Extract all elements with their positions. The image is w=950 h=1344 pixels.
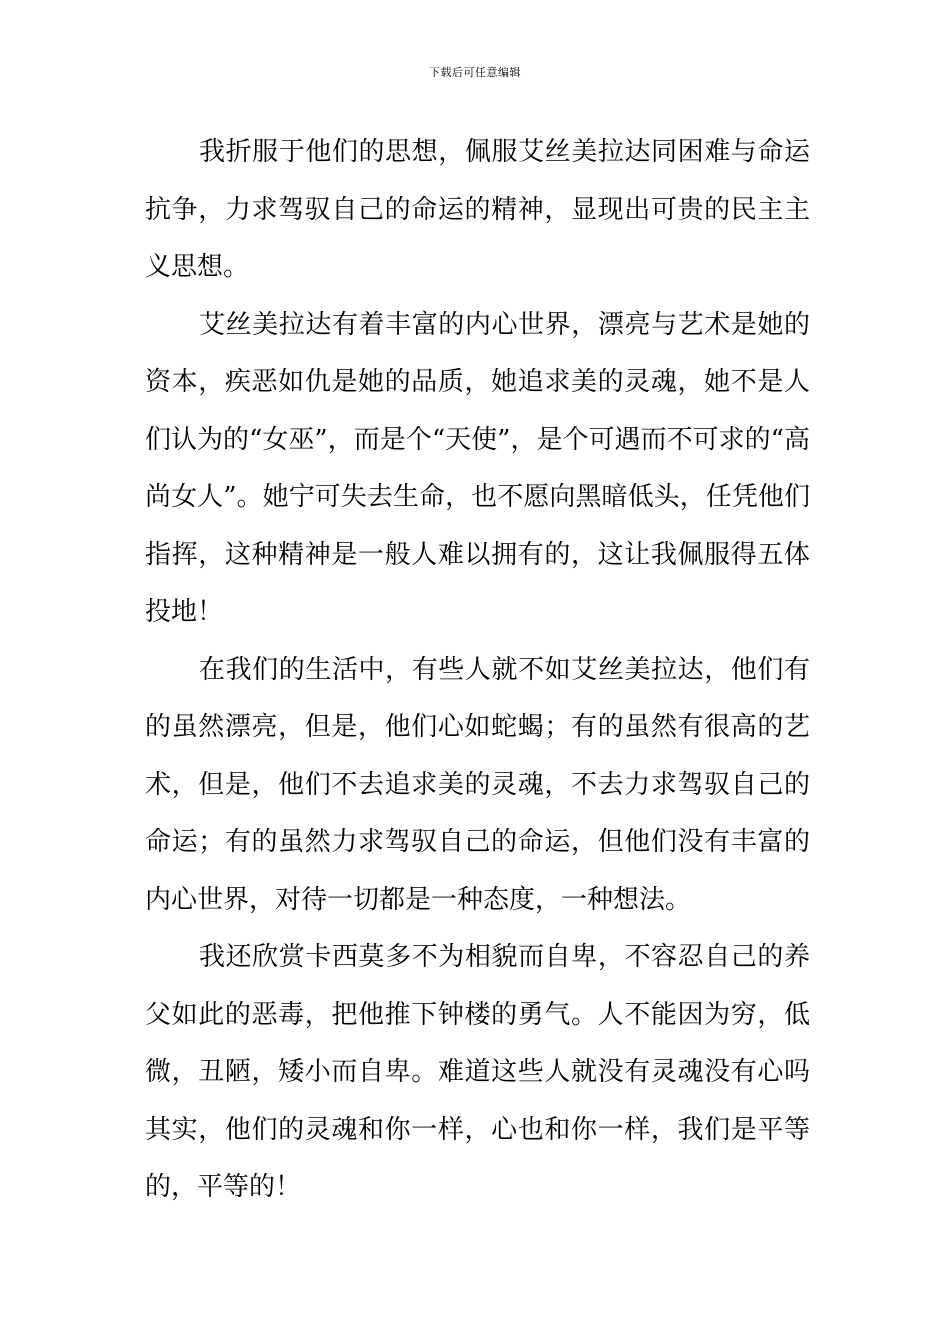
page-header: 下载后可任意编辑 [429,66,521,79]
document-body [145,124,810,1217]
paragraph: 在我们的生活中，有些人就不如艾丝美拉达，他们有的虽然漂亮，但是，他们心如蛇蝎；有的虽然有很高的艺术，但是，他们不去追求美的灵魂，不去力求驾驭自己的命运；有的虽然力求驾驭自己的命运，但他们没有丰富的内心世界，对待一切都是一种态度，一种想法。 [145,654,810,915]
paragraph: 我折服于他们的思想，佩服艾丝美拉达同困难与命运抗争，力求驾驭自己的命运的精神，显现出可贵的民主主义思想。 [145,137,810,282]
paragraph: 艾丝美拉达有着丰富的内心世界，漂亮与艺术是她的资本，疾恶如仇是她的品质，她追求美的灵魂，她不是人们认为的“女巫”，而是个“天使”，是个可遇而不可求的“高尚女人”。她宁可失去生命，也不愿向黑暗低头，任凭他们指挥，这种精神是一般人难以拥有的，这让我佩服得五体投地！ [145,309,810,627]
paragraph: 我还欣赏卡西莫多不为相貌而自卑，不容忍自己的养父如此的恶毒，把他推下钟楼的勇气。人不能因为穷，低微，丑陋，矮小而自卑。难道这些人就没有灵魂没有心吗其实，他们的灵魂和你一样，心也和你一样，我们是平等的，平等的！ [145,942,810,1202]
